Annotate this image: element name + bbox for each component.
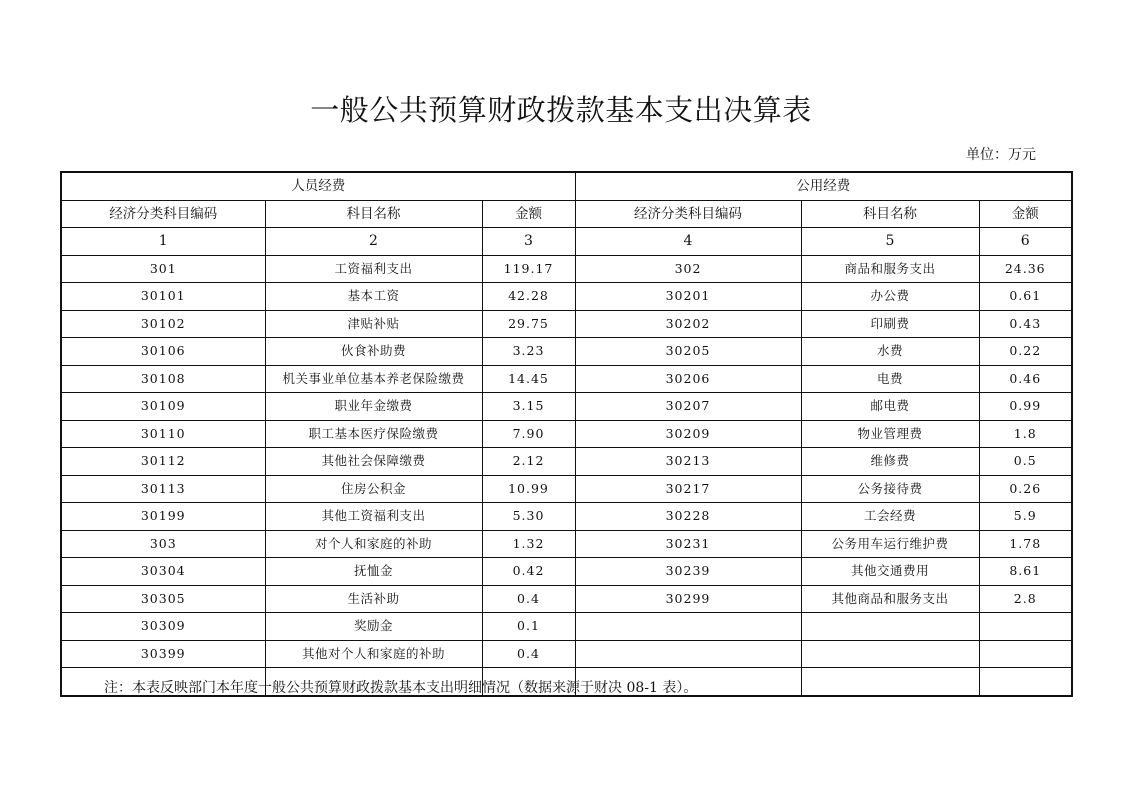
column-header-code-right: 经济分类科目编码 xyxy=(575,200,801,228)
column-number: 4 xyxy=(575,228,801,256)
page-title: 一般公共预算财政拨款基本支出决算表 xyxy=(310,93,812,127)
cell-code-right: 30209 xyxy=(575,420,801,448)
cell-amount-left: 3.15 xyxy=(482,393,575,421)
cell-amount-right: 5.9 xyxy=(979,503,1072,531)
cell-amount-right: 0.99 xyxy=(979,393,1072,421)
cell-code-left: 30109 xyxy=(61,393,265,421)
table-row xyxy=(61,558,1072,586)
cell-code-right: 30213 xyxy=(575,448,801,476)
column-header-amount-left: 金额 xyxy=(482,200,575,228)
cell-name-left: 津贴补贴 xyxy=(265,310,482,338)
cell-name-right: 维修费 xyxy=(801,448,979,476)
cell-code-left: 30309 xyxy=(61,613,265,641)
cell-amount-left: 0.1 xyxy=(482,613,575,641)
table-body xyxy=(61,172,1072,696)
table-row xyxy=(61,283,1072,311)
cell-name-left: 住房公积金 xyxy=(265,475,482,503)
cell-name-left: 职工基本医疗保险缴费 xyxy=(265,420,482,448)
group-header-row xyxy=(61,172,1072,200)
table-row xyxy=(61,310,1072,338)
table-row xyxy=(61,640,1072,668)
cell-amount-left: 14.45 xyxy=(482,365,575,393)
cell-code-left: 30106 xyxy=(61,338,265,366)
cell-code-right: 30201 xyxy=(575,283,801,311)
cell-amount-right: 24.36 xyxy=(979,255,1072,283)
cell-name-right: 水费 xyxy=(801,338,979,366)
cell-name-right: 工会经费 xyxy=(801,503,979,531)
cell-code-right xyxy=(575,613,801,641)
table-row xyxy=(61,503,1072,531)
cell-name-right: 公务接待费 xyxy=(801,475,979,503)
column-number: 2 xyxy=(265,228,482,256)
cell-amount-right xyxy=(979,668,1072,696)
cell-code-right xyxy=(575,640,801,668)
cell-code-right: 302 xyxy=(575,255,801,283)
cell-name-right: 其他商品和服务支出 xyxy=(801,585,979,613)
column-header-name-left: 科目名称 xyxy=(265,200,482,228)
cell-amount-right: 1.78 xyxy=(979,530,1072,558)
cell-name-right: 邮电费 xyxy=(801,393,979,421)
cell-amount-right: 0.5 xyxy=(979,448,1072,476)
column-header-name-right: 科目名称 xyxy=(801,200,979,228)
cell-amount-right: 1.8 xyxy=(979,420,1072,448)
cell-name-left: 机关事业单位基本养老保险缴费 xyxy=(265,365,482,393)
table-row xyxy=(61,530,1072,558)
cell-amount-right xyxy=(979,613,1072,641)
cell-name-right xyxy=(801,668,979,696)
cell-name-left: 其他社会保障缴费 xyxy=(265,448,482,476)
table-row xyxy=(61,338,1072,366)
cell-amount-left: 42.28 xyxy=(482,283,575,311)
cell-amount-left: 2.12 xyxy=(482,448,575,476)
cell-amount-left: 1.32 xyxy=(482,530,575,558)
column-header-amount-right: 金额 xyxy=(979,200,1072,228)
cell-amount-left: 5.30 xyxy=(482,503,575,531)
table-row xyxy=(61,420,1072,448)
cell-name-right: 印刷费 xyxy=(801,310,979,338)
cell-name-left: 其他对个人和家庭的补助 xyxy=(265,640,482,668)
cell-amount-right: 0.22 xyxy=(979,338,1072,366)
cell-code-left: 301 xyxy=(61,255,265,283)
cell-code-left: 30110 xyxy=(61,420,265,448)
cell-name-left: 基本工资 xyxy=(265,283,482,311)
group-header-public: 公用经费 xyxy=(575,172,1072,200)
cell-name-left: 职业年金缴费 xyxy=(265,393,482,421)
cell-name-right: 其他交通费用 xyxy=(801,558,979,586)
cell-amount-left: 0.42 xyxy=(482,558,575,586)
cell-name-left: 其他工资福利支出 xyxy=(265,503,482,531)
cell-code-right: 30239 xyxy=(575,558,801,586)
cell-code-right: 30231 xyxy=(575,530,801,558)
cell-code-left: 30112 xyxy=(61,448,265,476)
table-row xyxy=(61,585,1072,613)
cell-name-right: 商品和服务支出 xyxy=(801,255,979,283)
cell-name-right xyxy=(801,640,979,668)
cell-amount-left: 0.4 xyxy=(482,585,575,613)
cell-amount-right xyxy=(979,640,1072,668)
cell-amount-right: 0.26 xyxy=(979,475,1072,503)
cell-amount-left: 29.75 xyxy=(482,310,575,338)
cell-code-left: 30101 xyxy=(61,283,265,311)
column-number: 5 xyxy=(801,228,979,256)
table-row xyxy=(61,448,1072,476)
cell-amount-right: 0.43 xyxy=(979,310,1072,338)
table-row xyxy=(61,613,1072,641)
cell-name-left: 生活补助 xyxy=(265,585,482,613)
cell-code-left: 30399 xyxy=(61,640,265,668)
cell-amount-left: 10.99 xyxy=(482,475,575,503)
footnote: 注：本表反映部门本年度一般公共预算财政拨款基本支出明细情况（数据来源于财决 08-1 表）。 xyxy=(104,680,698,696)
cell-code-right: 30206 xyxy=(575,365,801,393)
table-row xyxy=(61,365,1072,393)
cell-code-right: 30202 xyxy=(575,310,801,338)
cell-name-right: 公务用车运行维护费 xyxy=(801,530,979,558)
group-header-personnel: 人员经费 xyxy=(61,172,575,200)
table-row xyxy=(61,475,1072,503)
column-header-row xyxy=(61,200,1072,228)
column-number-row xyxy=(61,228,1072,256)
cell-name-left: 奖励金 xyxy=(265,613,482,641)
unit-label: 单位：万元 xyxy=(966,147,1036,163)
cell-amount-right: 0.61 xyxy=(979,283,1072,311)
cell-amount-left: 3.23 xyxy=(482,338,575,366)
cell-name-right xyxy=(801,613,979,641)
cell-code-left: 30113 xyxy=(61,475,265,503)
column-number: 6 xyxy=(979,228,1072,256)
cell-name-right: 物业管理费 xyxy=(801,420,979,448)
cell-code-left: 30305 xyxy=(61,585,265,613)
cell-code-left: 30304 xyxy=(61,558,265,586)
cell-code-right: 30217 xyxy=(575,475,801,503)
table-row xyxy=(61,255,1072,283)
cell-amount-left: 7.90 xyxy=(482,420,575,448)
column-number: 1 xyxy=(61,228,265,256)
cell-name-left: 工资福利支出 xyxy=(265,255,482,283)
cell-name-left: 对个人和家庭的补助 xyxy=(265,530,482,558)
cell-amount-left: 0.4 xyxy=(482,640,575,668)
cell-code-right: 30299 xyxy=(575,585,801,613)
cell-name-right: 办公费 xyxy=(801,283,979,311)
table-row xyxy=(61,393,1072,421)
cell-name-left: 伙食补助费 xyxy=(265,338,482,366)
cell-name-right: 电费 xyxy=(801,365,979,393)
cell-name-left: 抚恤金 xyxy=(265,558,482,586)
cell-amount-left: 119.17 xyxy=(482,255,575,283)
cell-code-right: 30228 xyxy=(575,503,801,531)
expenditure-table xyxy=(60,171,1073,697)
cell-amount-right: 8.61 xyxy=(979,558,1072,586)
cell-amount-right: 2.8 xyxy=(979,585,1072,613)
column-number: 3 xyxy=(482,228,575,256)
cell-code-right: 30207 xyxy=(575,393,801,421)
cell-code-left: 30199 xyxy=(61,503,265,531)
cell-code-left: 30102 xyxy=(61,310,265,338)
cell-code-left: 303 xyxy=(61,530,265,558)
column-header-code-left: 经济分类科目编码 xyxy=(61,200,265,228)
cell-amount-right: 0.46 xyxy=(979,365,1072,393)
cell-code-right: 30205 xyxy=(575,338,801,366)
cell-code-left: 30108 xyxy=(61,365,265,393)
